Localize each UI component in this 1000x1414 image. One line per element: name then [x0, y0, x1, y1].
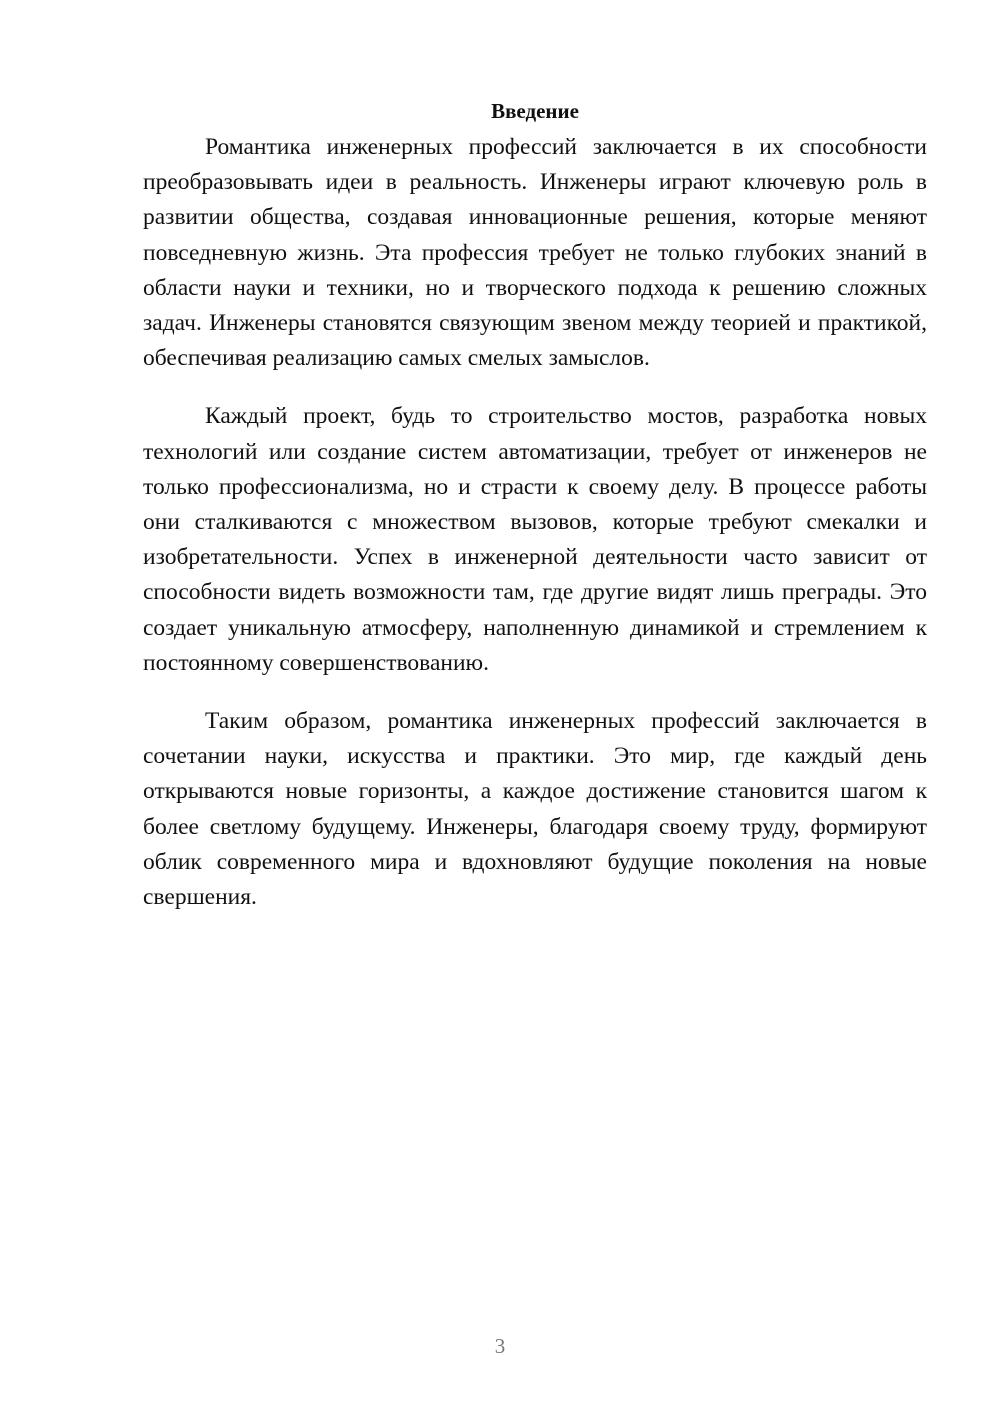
paragraph-1: Романтика инженерных профессий заключается в их способности преобразовывать идеи в реальность. Инженеры играют ключевую роль в развитии общества, создавая инновационные решения, которые меняют повседневную жизнь. Эта профессия требует не только глубоких знаний в области науки и техники, но и творческого подхода к решению сложных задач. Инженеры становятся связующим звеном между теорией и практикой, обеспечивая реализацию самых смелых замыслов. [143, 134, 927, 372]
section-heading: Введение [491, 99, 579, 123]
paragraph-2: Каждый проект, будь то строительство мостов, разработка новых технологий или создание систем автоматизации, требует от инженеров не только профессионализма, но и страсти к своему делу. В процессе работы они сталкиваются с множеством вызовов, которые требуют смекалки и изобретательности. Успех в инженерной деятельности часто зависит от способности видеть возможности там, где другие видят лишь преграды. Это создает уникальную атмосферу, наполненную динамикой и стремлением к постоянному совершенствованию. [143, 403, 927, 676]
page-number: 3 [494, 1334, 506, 1358]
paragraph-3: Таким образом, романтика инженерных профессий заключается в сочетании науки, искусства и практики. Это мир, где каждый день открываются новые горизонты, а каждое достижение становится шагом к более светлому будущему. Инженеры, благодаря своему труду, формируют облик современного мира и вдохновляют будущие поколения на новые свершения. [143, 708, 927, 911]
document-page [143, 96, 927, 938]
